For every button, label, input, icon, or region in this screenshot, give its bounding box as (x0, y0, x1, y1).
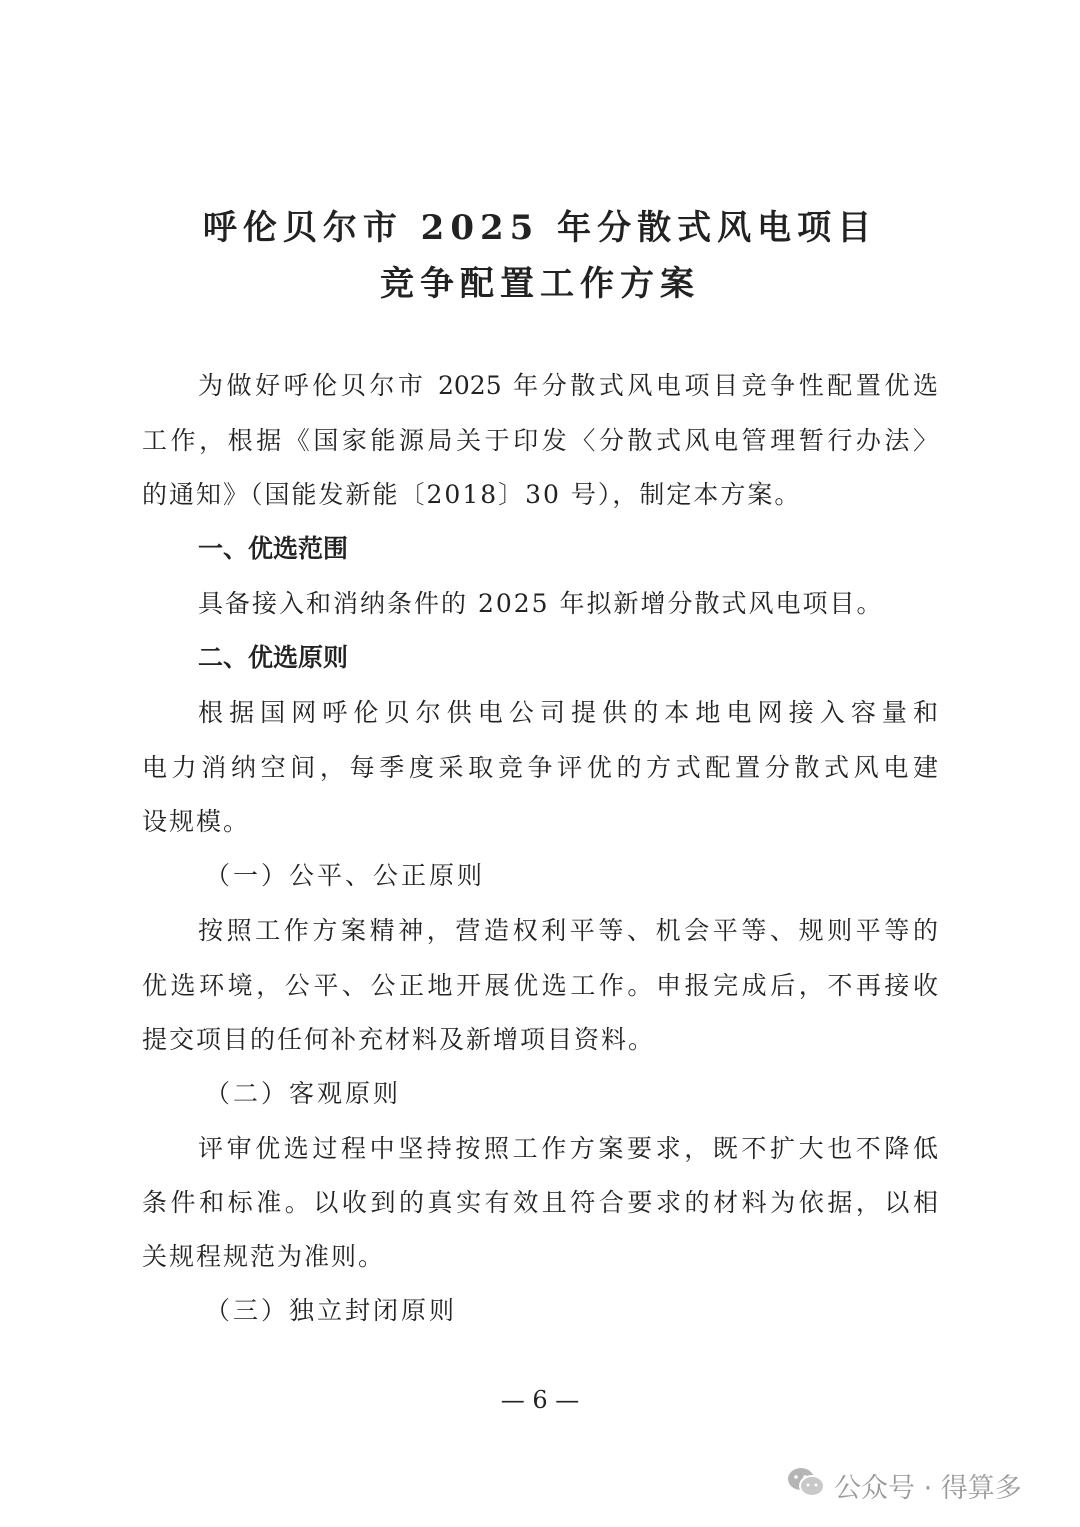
body-line: 按照工作方案精神，营造权利平等、机会平等、规则平等的 (198, 916, 938, 945)
subheading-fairness: （一）公平、公正原则 (205, 861, 486, 890)
section-heading-scope: 一、优选范围 (198, 534, 349, 563)
body-line: 工作，根据《国家能源局关于印发〈分散式风电管理暂行办法〉 (142, 426, 938, 455)
body-line: 电力消纳空间，每季度采取竞争评优的方式配置分散式风电建 (142, 753, 938, 782)
watermark-text: 公众号 · 得算多 (834, 1473, 1022, 1504)
body-line: 设规模。 (142, 807, 251, 836)
watermark (786, 1466, 1022, 1505)
body-line: 条件和标准。以收到的真实有效且符合要求的材料为依据，以相 (142, 1188, 938, 1217)
subheading-objective: （二）客观原则 (205, 1079, 402, 1108)
body-line: 的通知》（国能发新能〔2018〕30 号），制定本方案。 (142, 480, 802, 509)
body-line: 根据国网呼伦贝尔供电公司提供的本地电网接入容量和 (198, 698, 938, 727)
body-line: 关规程规范为准则。 (142, 1242, 386, 1271)
page-number: — 6 — (500, 1386, 580, 1414)
document-title-line-1: 呼伦贝尔市 2025 年分散式风电项目 (202, 208, 878, 248)
body-line: 评审优选过程中坚持按照工作方案要求，既不扩大也不降低 (198, 1134, 938, 1163)
body-line: 提交项目的任何补充材料及新增项目资料。 (142, 1025, 656, 1054)
body-line: 具备接入和消纳条件的 2025 年拟新增分散式风电项目。 (198, 589, 884, 618)
section-heading-principles: 二、优选原则 (198, 643, 349, 672)
body-line: 优选环境，公平、公正地开展优选工作。申报完成后，不再接收 (142, 971, 938, 1000)
wechat-icon (786, 1466, 826, 1505)
body-line: 为做好呼伦贝尔市 2025 年分散式风电项目竞争性配置优选 (198, 371, 938, 400)
document-title-line-2: 竞争配置工作方案 (380, 264, 700, 304)
subheading-independence: （三）独立封闭原则 (205, 1296, 458, 1325)
